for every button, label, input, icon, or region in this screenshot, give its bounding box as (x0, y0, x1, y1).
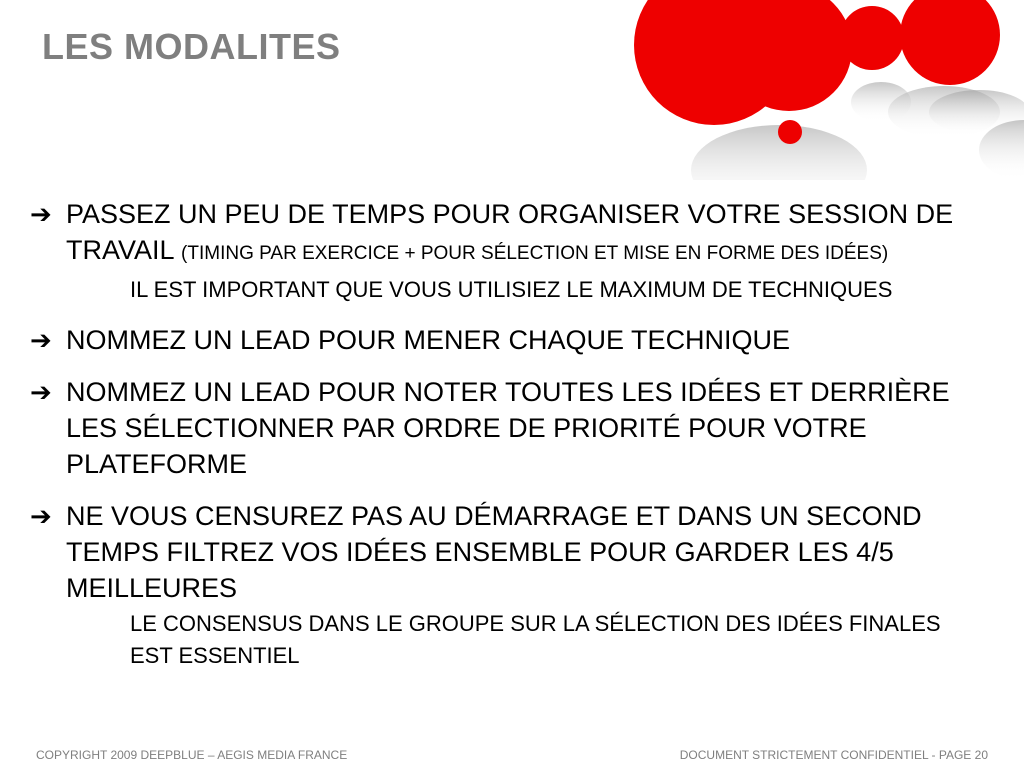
bullet-text: NOMMEZ UN LEAD POUR NOTER TOUTES LES IDÉES ET DERRIÈRE LES SÉLECTIONNER PAR ORDRE DE PRIORITÉ POUR VOTRE PLATEFORME (66, 377, 950, 479)
decorative-circles (634, 0, 1024, 180)
bullet-list (30, 196, 980, 688)
slide-title: LES MODALITES (42, 26, 341, 67)
arrow-right-icon: ➔ (30, 501, 52, 531)
bullet-item-lead-notes (30, 374, 980, 482)
bullet-text: PASSEZ UN PEU DE TEMPS POUR ORGANISER VOTRE SESSION DE TRAVAIL (66, 199, 954, 265)
bullet-item-no-censorship (30, 498, 980, 672)
sub-bullet-text: IL EST IMPORTANT QUE VOUS UTILISIEZ LE MAXIMUM DE TECHNIQUES (130, 277, 893, 302)
bullet-item-lead-technique (30, 322, 980, 358)
red-circles-graphic (634, 0, 1024, 180)
sub-bullet-text: LE CONSENSUS DANS LE GROUPE SUR LA SÉLECTION DES IDÉES FINALES EST ESSENTIEL (130, 611, 941, 668)
arrow-right-icon: ➔ (30, 325, 52, 355)
arrow-right-icon: ➔ (30, 199, 52, 229)
bullet-item-organize-session (30, 196, 980, 306)
bullet-text: NOMMEZ UN LEAD POUR MENER CHAQUE TECHNIQUE (66, 325, 791, 355)
arrow-right-icon: ➔ (30, 377, 52, 407)
bullet-text: NE VOUS CENSUREZ PAS AU DÉMARRAGE ET DANS UN SECOND TEMPS FILTREZ VOS IDÉES ENSEMBLE POUR GARDER LES 4/5 MEILLEURES (66, 501, 922, 603)
footer-page-info: DOCUMENT STRICTEMENT CONFIDENTIEL - PAGE 20 (679, 748, 988, 762)
footer-copyright: COPYRIGHT 2009 DEEPBLUE – AEGIS MEDIA FRANCE (36, 748, 348, 762)
bullet-note: (TIMING PAR EXERCICE + POUR SÉLECTION ET MISE EN FORME DES IDÉES) (181, 243, 889, 264)
